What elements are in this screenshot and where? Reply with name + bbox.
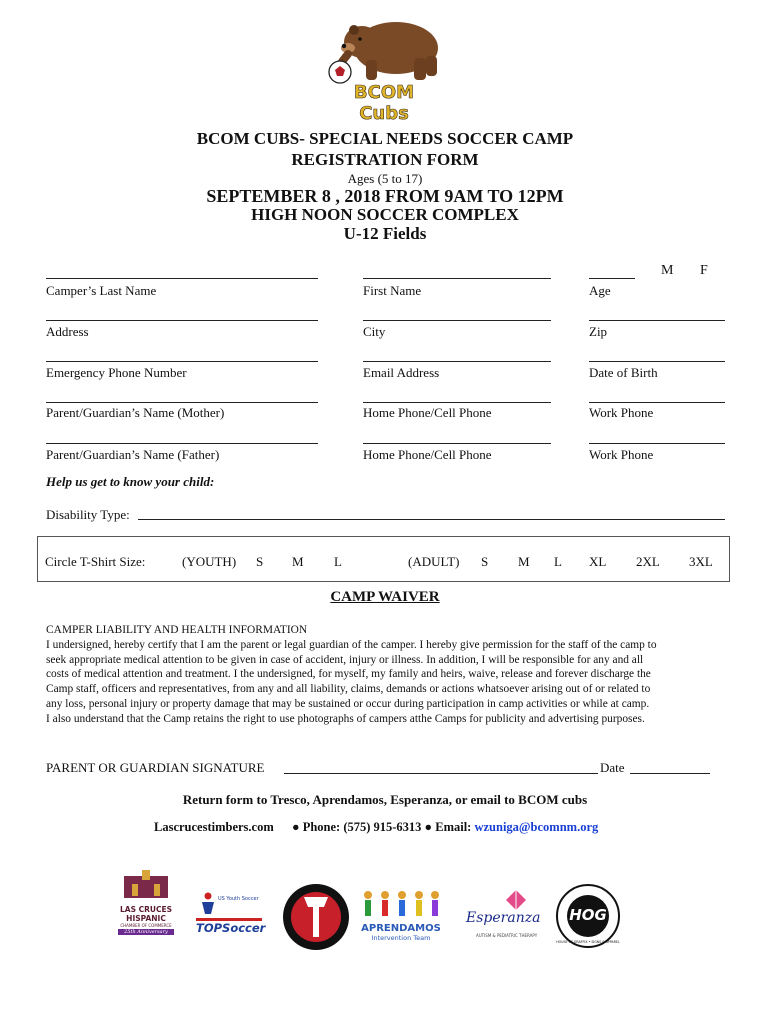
adult-size-l[interactable]: L: [554, 554, 562, 569]
father-name-label: Parent/Guardian’s Name (Father): [46, 447, 220, 462]
waiver-line: I also understand that the Camp retains the right to use photographs of campers atthe Camps for publicity and advertising purposes.: [46, 712, 645, 725]
bcom-cubs-logo: [318, 6, 448, 124]
address-label: Address: [46, 324, 89, 339]
first-name-label: First Name: [363, 283, 422, 298]
gender-f-option[interactable]: F: [700, 263, 708, 278]
mother-home-phone-field[interactable]: [363, 402, 551, 403]
gender-m-option[interactable]: M: [661, 263, 674, 278]
waiver-line: any loss, personal injury or property damage that may be sustained or occur during participation in camp activities or while at camp.: [46, 697, 650, 710]
waiver-heading: CAMP WAIVER: [330, 589, 440, 605]
hog-wordmark: HOG: [569, 906, 607, 924]
disability-field[interactable]: [138, 519, 725, 520]
waiver-body: [46, 623, 736, 727]
axe-icon: [282, 883, 350, 951]
aprendamos-tagline: Intervention Team: [371, 934, 431, 942]
mother-work-phone-field[interactable]: [589, 402, 725, 403]
signature-date-field[interactable]: [630, 773, 710, 774]
event-date: SEPTEMBER 8 , 2018 FROM 9AM TO 12PM: [206, 186, 564, 206]
timbers-logo: [282, 883, 350, 951]
emergency-phone-field[interactable]: [46, 361, 318, 362]
hispanic-logo-text: CHAMBER OF COMMERCE: [120, 923, 172, 928]
waiver-line: Camp staff, officers and representatives, from any and all liability, claims, demands or actions whatsoever arising out of or related to: [46, 683, 651, 696]
adult-size-m[interactable]: M: [518, 554, 530, 569]
player-icon: [198, 892, 218, 914]
zip-label: Zip: [589, 324, 608, 339]
email-label: Email Address: [363, 365, 440, 380]
return-instructions: Return form to Tresco, Aprendamos, Esperanza, or email to BCOM cubs: [182, 792, 588, 807]
waiver-line: I undersigned, hereby certify that I am the parent or legal guardian of the camper. I hereby give permission for the staff of the camp to: [46, 638, 657, 651]
age-label: Age: [589, 283, 611, 298]
waiver-line: costs of medical attention and treatment. I the undersigned, for myself, my family and heirs, waive, release and forever discharge the: [46, 668, 651, 681]
youth-size-m[interactable]: M: [292, 554, 304, 569]
date-of-birth-field[interactable]: [589, 361, 725, 362]
logo-wordmark: BCOM Cubs: [353, 82, 415, 124]
date-label: Date: [600, 760, 625, 775]
city-label: City: [363, 324, 386, 339]
church-icon: [110, 870, 182, 900]
date-of-birth-label: Date of Birth: [589, 365, 658, 380]
aprendamos-wordmark: APRENDAMOS: [361, 923, 441, 934]
children-icon: [358, 890, 444, 918]
help-heading: Help us get to know your child:: [46, 474, 215, 489]
emergency-phone-label: Emergency Phone Number: [46, 365, 187, 380]
mother-work-phone-label: Work Phone: [589, 405, 654, 420]
email-field[interactable]: [363, 361, 551, 362]
hispanic-logo-text: HISPANIC: [126, 914, 166, 923]
hispanic-chamber-logo: [110, 870, 182, 942]
topsoccer-wordmark: TOPSoccer: [196, 918, 262, 935]
hispanic-logo-text: 25th Anniversary: [118, 929, 174, 935]
father-work-phone-label: Work Phone: [589, 447, 654, 462]
kite-icon: [496, 890, 536, 912]
waiver-subheading: CAMPER LIABILITY AND HEALTH INFORMATION: [46, 624, 308, 636]
father-name-field[interactable]: [46, 443, 318, 444]
tshirt-size-label: Circle T-Shirt Size:: [45, 554, 146, 569]
youth-size-l[interactable]: L: [334, 554, 342, 569]
house-of-graffix-logo: [556, 884, 620, 948]
adult-size-xl[interactable]: XL: [589, 554, 607, 569]
hog-ring-text: HOUSE OF GRAFFIX • SIGNS & APPAREL: [556, 940, 620, 944]
esperanza-logo: [462, 890, 542, 946]
phone-text: ● Phone: (575) 915-6313 ● Email:: [292, 820, 472, 834]
event-fields: U-12 Fields: [343, 224, 427, 243]
email-link[interactable]: wzuniga@bcomnm.org: [474, 820, 599, 834]
aprendamos-logo: [358, 890, 444, 946]
form-title-line2: REGISTRATION FORM: [291, 150, 479, 169]
mother-name-label: Parent/Guardian’s Name (Mother): [46, 405, 225, 420]
website-link[interactable]: Lascrucestimbers.com: [154, 820, 274, 834]
father-work-phone-field[interactable]: [589, 443, 725, 444]
father-home-phone-field[interactable]: [363, 443, 551, 444]
youth-size-s[interactable]: S: [256, 554, 264, 569]
father-home-phone-label: Home Phone/Cell Phone: [363, 447, 492, 462]
zip-field[interactable]: [589, 320, 725, 321]
signature-field[interactable]: [284, 773, 598, 774]
mother-name-field[interactable]: [46, 402, 318, 403]
last-name-field[interactable]: [46, 278, 318, 279]
hispanic-logo-text: LAS CRUCES: [120, 905, 172, 914]
age-field[interactable]: [589, 278, 635, 279]
topsoccer-small-text: US Youth Soccer: [218, 896, 259, 902]
esperanza-tagline: AUTISM & PEDIATRIC THERAPY: [476, 933, 538, 938]
mother-home-phone-label: Home Phone/Cell Phone: [363, 405, 492, 420]
signature-label: PARENT OR GUARDIAN SIGNATURE: [46, 760, 265, 775]
youth-label: (YOUTH): [182, 554, 237, 569]
disability-label: Disability Type:: [46, 507, 130, 522]
form-title-line1: BCOM CUBS- SPECIAL NEEDS SOCCER CAMP: [196, 129, 574, 148]
tshirt-size-box: [37, 536, 730, 582]
waiver-line: seek appropriate medical attention to be given in case of accident, injury or illness. In addition, I will be responsible for any and all: [46, 653, 644, 666]
topsoccer-logo: [196, 892, 264, 944]
adult-size-2xl[interactable]: 2XL: [636, 554, 660, 569]
adult-label: (ADULT): [408, 554, 460, 569]
address-field[interactable]: [46, 320, 318, 321]
event-venue: HIGH NOON SOCCER COMPLEX: [251, 205, 519, 224]
last-name-label: Camper’s Last Name: [46, 283, 157, 298]
esperanza-wordmark: Esperanza: [466, 910, 541, 926]
adult-size-s[interactable]: S: [481, 554, 489, 569]
ages-range: Ages (5 to 17): [347, 171, 423, 186]
adult-size-3xl[interactable]: 3XL: [689, 554, 713, 569]
contact-line: [154, 820, 598, 835]
first-name-field[interactable]: [363, 278, 551, 279]
city-field[interactable]: [363, 320, 551, 321]
